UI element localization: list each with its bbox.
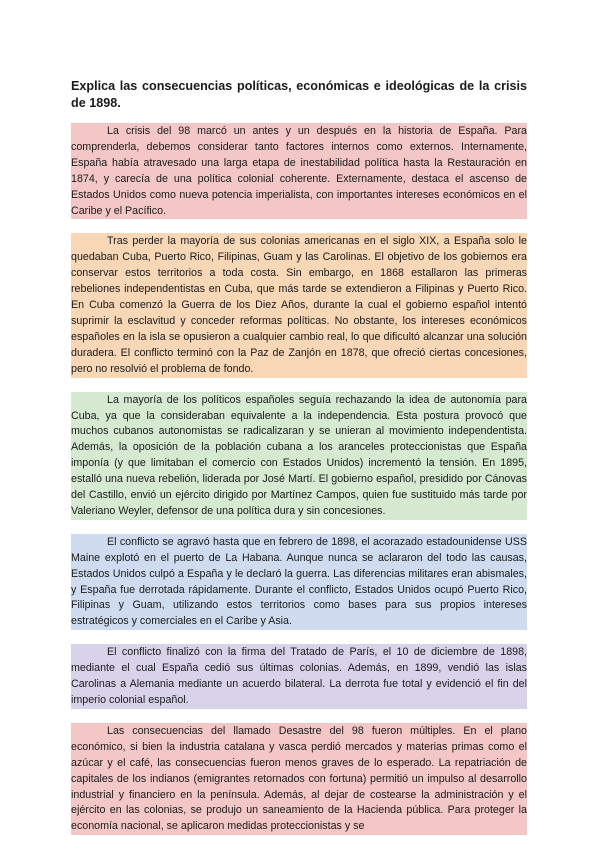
paragraph-colonial-rebellions: Tras perder la mayoría de sus colonias americanas en el siglo XIX, a España solo le quedaban Cuba, Puerto Rico, Filipinas, Guam y las Carolinas. El objetivo de los gobiernos era conservar estos territorios a toda costa. Sin embargo, en 1868 estallaron las primeras rebeliones independentistas en Cuba, que más tarde se extendieron a Filipinas y Puerto Rico. En Cuba comenzó la Guerra de los Diez Años, durante la cual el gobierno español intentó suprimir la esclavitud y conceder reformas políticas. No obstante, los intereses económicos españoles en la isla se opusieron a cualquier cambio real, lo que dificultó alcanzar una solución duradera. El conflicto terminó con la Paz de Zanjón en 1878, que ofreció ciertas concesiones, pero no resolvió el problema de fondo. bbox=[71, 233, 527, 377]
document-title: Explica las consecuencias políticas, económicas e ideológicas de la crisis de 1898. bbox=[71, 79, 527, 110]
paragraph-war-with-usa: El conflicto se agravó hasta que en febrero de 1898, el acorazado estadounidense USS Maine explotó en el puerto de La Habana. Aunque nunca se aclararon del todo las causas, Estados Unidos culpó a España y le declaró la guerra. Las diferencias militares eran abismales, y España fue derrotada rápidamente. Durante el conflicto, Estados Unidos ocupó Puerto Rico, Filipinas y Guam, utilizando estos territorios como bases para sus propios intereses estratégicos y comerciales en el Caribe y Asia. bbox=[71, 534, 527, 630]
paragraph-treaty-of-paris: El conflicto finalizó con la firma del Tratado de París, el 10 de diciembre de 1898, mediante el cual España cedió sus últimas colonias. Además, en 1899, vendió las islas Carolinas a Alemania mediante un acuerdo bilateral. La derrota fue total y evidenció el fin del imperio colonial español. bbox=[71, 644, 527, 709]
paragraph-consequences: Las consecuencias del llamado Desastre del 98 fueron múltiples. En el plano económico, si bien la industria catalana y vasca perdió mercados y materias primas como el azúcar y el café, las consecuencias fueron menos graves de lo esperado. La repatriación de capitales de los indianos (emigrantes retornados con fortuna) permitió un impulso al desarrollo industrial y financiero en la península. Además, al dejar de costearse la administración y el ejército en las colonias, se produjo un saneamiento de la Hacienda pública. Para proteger la economía nacional, se aplicaron medidas proteccionistas y se bbox=[71, 723, 527, 835]
paragraph-context: La crisis del 98 marcó un antes y un después en la historia de España. Para comprenderla, debemos considerar tanto factores internos como externos. Internamente, España había atravesado una larga etapa de inestabilidad política hasta la Restauración en 1874, y carecía de una política colonial coherente. Externamente, destaca el ascenso de Estados Unidos como nueva potencia imperialista, con importantes intereses económicos en el Caribe y el Pacífico. bbox=[71, 123, 527, 219]
document-body bbox=[71, 78, 527, 849]
paragraph-cuban-autonomy: La mayoría de los políticos españoles seguía rechazando la idea de autonomía para Cuba, ya que la consideraban equivalente a la independencia. Esta postura provocó que muchos cubanos autonomistas se radicalizaran y se unieran al movimiento independentista. Además, la oposición de la población cubana a los aranceles proteccionistas que España imponía (y que limitaban el comercio con Estados Unidos) incrementó la tensión. En 1895, estalló una nueva rebelión, liderada por José Martí. El gobierno español, presidido por Cánovas del Castillo, envió un ejército dirigido por Martínez Campos, quien fue sustituido más tarde por Valeriano Weyler, defensor de una política dura y sin concesiones. bbox=[71, 392, 527, 520]
